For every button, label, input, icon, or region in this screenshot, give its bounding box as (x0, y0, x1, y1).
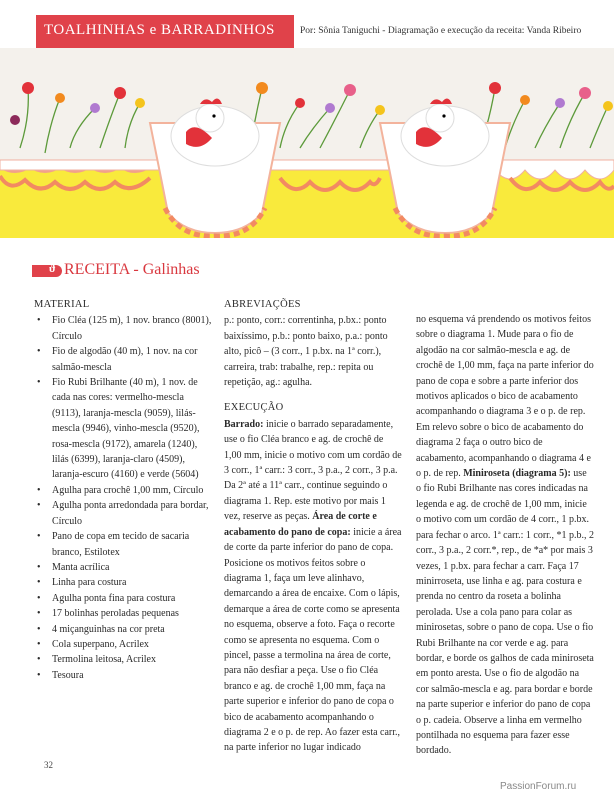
material-list (34, 313, 214, 683)
byline: Por: Sônia Taniguchi - Diagramação e execução da receita: Vanda Ribeiro (300, 26, 582, 36)
execution-paragraph: inicie a área de corte da parte inferior do pano de copa. Posicione os motivos feitos sobre o diagrama 1, faça um leve alinhavo, demarcando a área de encaixe. Com o lápis, demarque a área de corte como se apresenta no esquema, observe a foto. Faça o recorte como se apresenta no esquema. Com o pincel, passe a termolina na área de corte, para não desfiar a peça. Use o fio Cléa branco e ag. de crochê 1,00 mm, faça na parte superior e inferior do pano de copa o bico de acabamento acompanhando o diagrama 2 e o p. de rep. Ao fazer esta carr., na parte inferior no lugar indicado (224, 526, 402, 754)
list-item: • Cola superpano, Acrilex (34, 637, 214, 652)
section-title: RECEITA - Galinhas (64, 261, 200, 278)
label-barrado: Barrado: (224, 418, 264, 430)
list-item: • Fio de algodão (40 m), 1 nov. na cor salmão-mescla (34, 344, 214, 375)
list-item: • Termolina leitosa, Acrilex (34, 652, 214, 667)
section-marker (32, 265, 62, 277)
list-item: • Tesoura (34, 668, 214, 683)
execution-text-1 (224, 417, 402, 756)
execution-paragraph: use o fio Rubi Brilhante nas cores indicadas na legenda e ag. de crochê de 1,00 mm, inicie o motivo com um cordão de 4 corr., 1 p.bx. para fechar o arco. 1ª carr.: 1 corr., *1 p.b., 2 corr., 3 p.a., 2 corr.*, rep., de *a* por mais 3 vezes, 1 p.bx. para fechar a carr. Faça 17 minirroseta, use linha e ag. para costura e prenda no centro da roseta a bolinha perolada. Use a cola pano para colar as minirosetas, sobre o pano de copa. Use o fio Rubi Brilhante na cor verde e ag. para bordar, e borde os galhos de cada miniroseta em ponto aresta. Use o fio de algodão na cor salmão-mescla e ag. para bordar e borde na parte superior e inferior do pano de copa o p. cadeia. Observe a linha em vermelho pontilhada no esquema para fazer esse bordado. (416, 468, 594, 757)
list-item: • Linha para costura (34, 575, 214, 590)
towel-photo-illustration (0, 48, 614, 238)
instructions-column (224, 297, 402, 756)
page-header (0, 0, 614, 48)
label-miniroseta: Miniroseta (diagrama 5): (463, 468, 571, 480)
title-banner (36, 15, 294, 48)
list-item: • Agulha ponta fina para costura (34, 591, 214, 606)
list-item: • Pano de copa em tecido de sacaria branco, Estilotex (34, 529, 214, 560)
hero-photo (0, 48, 614, 238)
watermark: PassionForum.ru (500, 781, 577, 792)
execution-heading: EXECUÇÃO (224, 402, 284, 414)
list-item: • 4 miçanguinhas na cor preta (34, 622, 214, 637)
continuation-column (416, 312, 594, 759)
material-column (34, 297, 214, 683)
abbreviations-heading: ABREVIAÇÕES (224, 299, 301, 310)
label-area-corte: Área de corte e acabamento do pano de copa: (224, 511, 377, 538)
abbreviations-text: p.: ponto, corr.: correntinha, p.bx.: ponto baixíssimo, p.b.: ponto baixo, p.a.: ponto alto, picô – (3 corr., 1 p.bx. na 1ª corr.), carreira, trab: trabalhe, rep.: repita ou repetição, ag.: agulha. (224, 315, 388, 389)
list-item: • 17 bolinhas peroladas pequenas (34, 606, 214, 621)
list-item: • Agulha para crochê 1,00 mm, Círculo (34, 483, 214, 498)
list-item: • Fio Rubi Brilhante (40 m), 1 nov. de cada nas cores: vermelho-mescla (9113), laranja-mescla (9059), lilás-mescla (9946), vinho-mescla (9520), rosa-mescla (9172), amarela (1240), lilás (6399), laranja-claro (4509), laranja-escuro (4160) e verde (5604) (34, 375, 214, 483)
page-number: 32 (44, 760, 53, 770)
hook-icon: ϑ (49, 263, 56, 275)
magazine-section-title: TOALHINHAS e BARRADINHOS (44, 22, 275, 38)
execution-paragraph: no esquema vá prendendo os motivos feitos sobre o diagrama 1. Mude para o fio de algodão na cor salmão-mescla e ag. de crochê de 1,00 mm, faça na parte inferior do pano de copa e sobre a parte inferior dos motivos aplicados o bico de acabamento acompanhando o diagrama 3 e o p. de rep. Em relevo sobre o bico de acabamento do diagrama 2 faça o outro bico de acabamento, acompanhando o diagrama 4 e o p. de rep. (416, 314, 594, 480)
execution-text-2 (416, 312, 594, 759)
list-item: • Manta acrílica (34, 560, 214, 575)
material-heading: MATERIAL (34, 299, 90, 310)
list-item: • Fio Cléa (125 m), 1 nov. branco (8001), Círculo (34, 313, 214, 344)
execution-paragraph: inicie o barrado separadamente, use o fio Cléa branco e ag. de crochê de 1,00 mm, inicie o motivo com um cordão de 3 corr., 1ª carr.: 3 corr., 3 p.a., 2 corr., 3 p.a. Da 2ª até a 11ª carr., continue seguindo o diagrama 1. Rep. este motivo por mais 1 vez, reserve as peças. (224, 418, 402, 523)
list-item: • Agulha ponta arredondada para bordar, Círculo (34, 498, 214, 529)
